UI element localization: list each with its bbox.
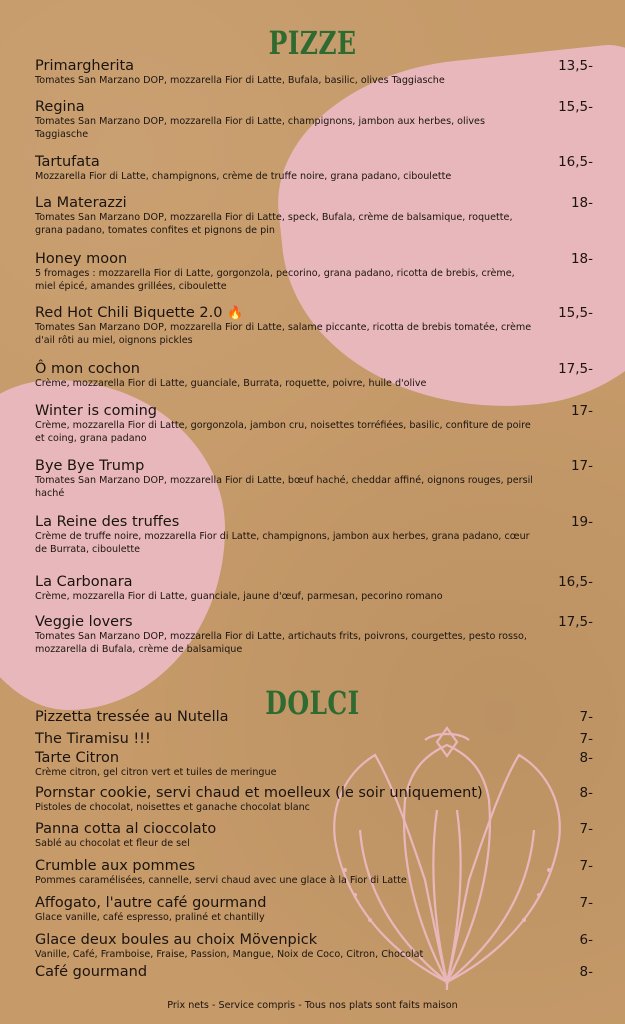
item-description: Crème de truffe noire, mozzarella Fior di Latte, champignons, jambon aux herbes, grana padano, cœur de Burrata, ciboulette [35, 531, 530, 555]
item-name: Winter is coming [35, 403, 157, 419]
item-description: Crème, mozzarella Fior di Latte, gorgonzola, jambon cru, noisettes torréfiées, basilic, confiture de poire et coing, grana padano [35, 420, 531, 444]
pizza-item [35, 99, 593, 141]
item-description: Crème citron, gel citron vert et tuiles de meringue [35, 767, 277, 778]
item-price: 8- [579, 750, 593, 766]
item-name: Veggie lovers [35, 614, 133, 630]
item-price: 13,5- [558, 58, 593, 74]
item-name: The Tiramisu !!! [35, 731, 151, 747]
item-name [35, 305, 593, 322]
item-description: Tomates San Marzano DOP, mozzarella Fior di Latte, artichauts frits, poivrons, courgettes, pesto rosso, mozzarella di Bufala, crème de balsamique [35, 631, 527, 655]
pizza-item [35, 403, 593, 445]
item-price: 7- [579, 709, 593, 725]
pizza-item [35, 154, 593, 184]
dessert-item [35, 731, 593, 748]
item-name: Café gourmand [35, 964, 148, 980]
item-name: Primargherita [35, 58, 135, 74]
item-price: 8- [579, 785, 593, 801]
item-name: Honey moon [35, 251, 128, 267]
pizza-item [35, 614, 593, 656]
item-description: Vanille, Café, Framboise, Fraise, Passion, Mangue, Noix de Coco, Citron, Chocolat [35, 949, 424, 960]
item-price: 19- [570, 514, 593, 530]
item-price: 16,5- [558, 574, 593, 590]
item-description: Pistoles de chocolat, noisettes et ganache chocolat blanc [35, 802, 310, 813]
dessert-item [35, 895, 593, 925]
item-description: Glace vanille, café espresso, praliné et chantilly [35, 912, 265, 923]
item-name: Panna cotta al cioccolato [35, 821, 217, 837]
item-name: Pornstar cookie, servi chaud et moelleux (le soir uniquement) [35, 785, 483, 801]
dessert-item [35, 858, 593, 888]
item-price: 15,5- [558, 99, 593, 115]
item-price: 17,5- [558, 614, 593, 630]
item-price: 17- [570, 403, 593, 419]
item-price: 17,5- [558, 361, 593, 377]
pizza-item [35, 514, 593, 556]
item-description: Crème, mozzarella Fior di Latte, guanciale, jaune d'œuf, parmesan, pecorino romano [35, 591, 443, 602]
item-name: Bye Bye Trump [35, 458, 145, 474]
dessert-item [35, 785, 593, 815]
item-name: La Carbonara [35, 574, 133, 590]
dessert-item [35, 821, 593, 851]
item-description: Tomates San Marzano DOP, mozzarella Fior di Latte, salame piccante, ricotta de brebis tomatée, crème d'ail rôti au miel, oignons pickles [35, 322, 532, 346]
item-price: 18- [570, 251, 593, 267]
item-name: Glace deux boules au choix Mövenpick [35, 932, 318, 948]
item-name: Tartufata [35, 154, 100, 170]
footer-note: Prix nets - Service compris - Tous nos plats sont faits maison [167, 1000, 458, 1011]
item-name: La Materazzi [35, 195, 127, 211]
dessert-item [35, 709, 593, 726]
item-price: 7- [579, 731, 593, 747]
item-name: La Reine des truffes [35, 514, 180, 530]
item-price: 17- [570, 458, 593, 474]
item-price: 7- [579, 858, 593, 874]
item-price: 16,5- [558, 154, 593, 170]
item-description: 5 fromages : mozzarella Fior di Latte, gorgonzola, pecorino, grana padano, ricotta de brebis, crème, miel épicé, amandes grillées, ciboulette [35, 268, 515, 292]
pizza-item [35, 361, 593, 391]
item-price: 7- [579, 895, 593, 911]
item-name: Tarte Citron [35, 750, 120, 766]
pizza-item [35, 305, 593, 347]
item-description: Crème, mozzarella Fior di Latte, guanciale, Burrata, roquette, poivre, huile d'olive [35, 378, 427, 389]
item-name: Regina [35, 99, 85, 115]
item-description: Tomates San Marzano DOP, mozzarella Fior di Latte, bœuf haché, cheddar affiné, oignons rouges, persil haché [35, 475, 533, 499]
dessert-item [35, 750, 593, 780]
pizza-item [35, 58, 593, 88]
item-price: 15,5- [558, 305, 593, 321]
pizza-item [35, 195, 593, 237]
item-name: Pizzetta tressée au Nutella [35, 709, 229, 725]
pizza-item [35, 574, 593, 604]
item-description: Sablé au chocolat et fleur de sel [35, 838, 190, 849]
dolci-heading: DOLCI [265, 684, 360, 722]
item-price: 18- [570, 195, 593, 211]
dessert-item [35, 932, 593, 962]
item-price: 7- [579, 821, 593, 837]
pizze-heading: PIZZE [268, 24, 357, 62]
item-description: Tomates San Marzano DOP, mozzarella Fior di Latte, Bufala, basilic, olives Taggiasche [35, 75, 445, 86]
item-description: Pommes caramélisées, cannelle, servi chaud avec une glace à la Fior di Latte [35, 875, 407, 886]
item-description: Tomates San Marzano DOP, mozzarella Fior di Latte, champignons, jambon aux herbes, olives Taggiasche [35, 116, 485, 140]
item-price: 8- [579, 964, 593, 980]
item-description: Mozzarella Fior di Latte, champignons, crème de truffe noire, grana padano, ciboulette [35, 171, 452, 182]
item-name-text: Red Hot Chili Biquette 2.0 [35, 305, 223, 321]
item-price: 6- [579, 932, 593, 948]
item-name: Ô mon cochon [35, 361, 140, 377]
pizza-item [35, 458, 593, 500]
dessert-item [35, 964, 593, 981]
fire-icon: 🔥 [227, 306, 244, 321]
item-name: Crumble aux pommes [35, 858, 196, 874]
item-description: Tomates San Marzano DOP, mozzarella Fior di Latte, speck, Bufala, crème de balsamique, roquette, grana padano, tomates confites et pignons de pin [35, 212, 513, 236]
pizza-item [35, 251, 593, 293]
item-name: Affogato, l'autre café gourmand [35, 895, 267, 911]
